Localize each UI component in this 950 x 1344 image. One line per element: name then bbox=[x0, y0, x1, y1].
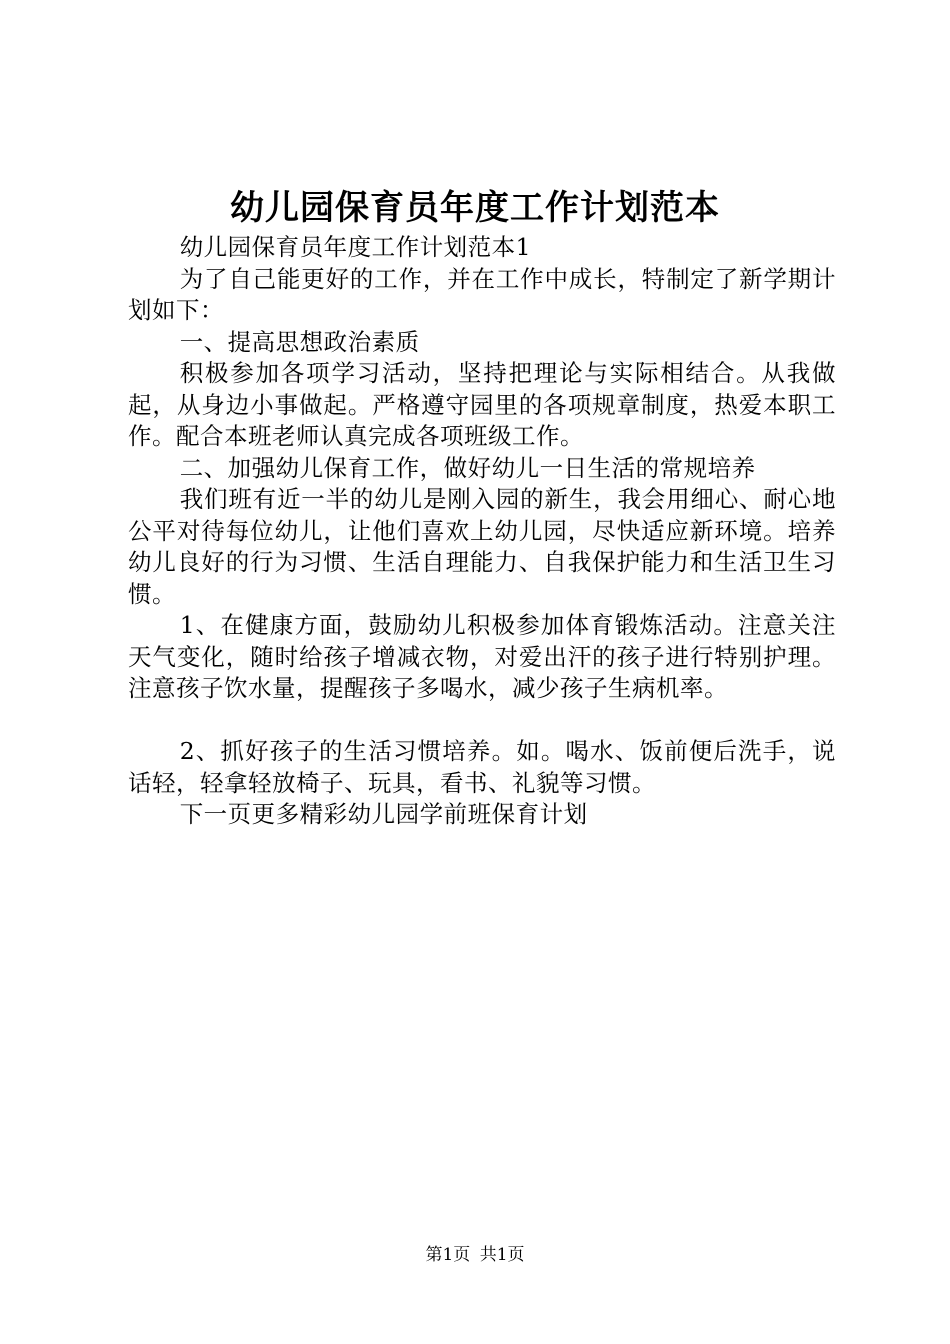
document-body bbox=[128, 232, 836, 831]
paragraph-heading-1: 一、提高思想政治素质 bbox=[179, 327, 420, 356]
paragraph-item-1: 1、在健康方面，鼓励幼儿积极参加体育锻炼活动。注意关注天气变化，随时给孩子增减衣物，对爱出汗的孩子进行特别护理。注意孩子饮水量，提醒孩子多喝水，减少孩子生病机率。 bbox=[128, 611, 836, 702]
paragraph-body-1: 积极参加各项学习活动，坚持把理论与实际相结合。从我做起，从身边小事做起。严格遵守园里的各项规章制度，热爱本职工作。配合本班老师认真完成各项班级工作。 bbox=[128, 359, 836, 450]
document-title: 幼儿园保育员年度工作计划范本 bbox=[230, 188, 720, 228]
page-footer bbox=[0, 1243, 950, 1267]
paragraph-intro: 为了自己能更好的工作，并在工作中成长，特制定了新学期计划如下： bbox=[128, 264, 836, 324]
paragraph-heading-2: 二、加强幼儿保育工作，做好幼儿一日生活的常规培养 bbox=[179, 453, 756, 482]
paragraph-next-page-link: 下一页更多精彩幼儿园学前班保育计划 bbox=[179, 800, 588, 828]
page-total: 共1页 bbox=[479, 1245, 525, 1265]
paragraph-subtitle: 幼儿园保育员年度工作计划范本1 bbox=[179, 233, 532, 261]
page-number: 第1页 bbox=[425, 1245, 471, 1265]
paragraph-body-2: 我们班有近一半的幼儿是刚入园的新生，我会用细心、耐心地公平对待每位幼儿，让他们喜欢上幼儿园，尽快适应新环境。培养幼儿良好的行为习惯、生活自理能力、自我保护能力和生活卫生习惯。 bbox=[128, 485, 836, 608]
paragraph-item-2: 2、抓好孩子的生活习惯培养。如。喝水、饭前便后洗手，说话轻，轻拿轻放椅子、玩具，看书、礼貌等习惯。 bbox=[128, 737, 836, 797]
